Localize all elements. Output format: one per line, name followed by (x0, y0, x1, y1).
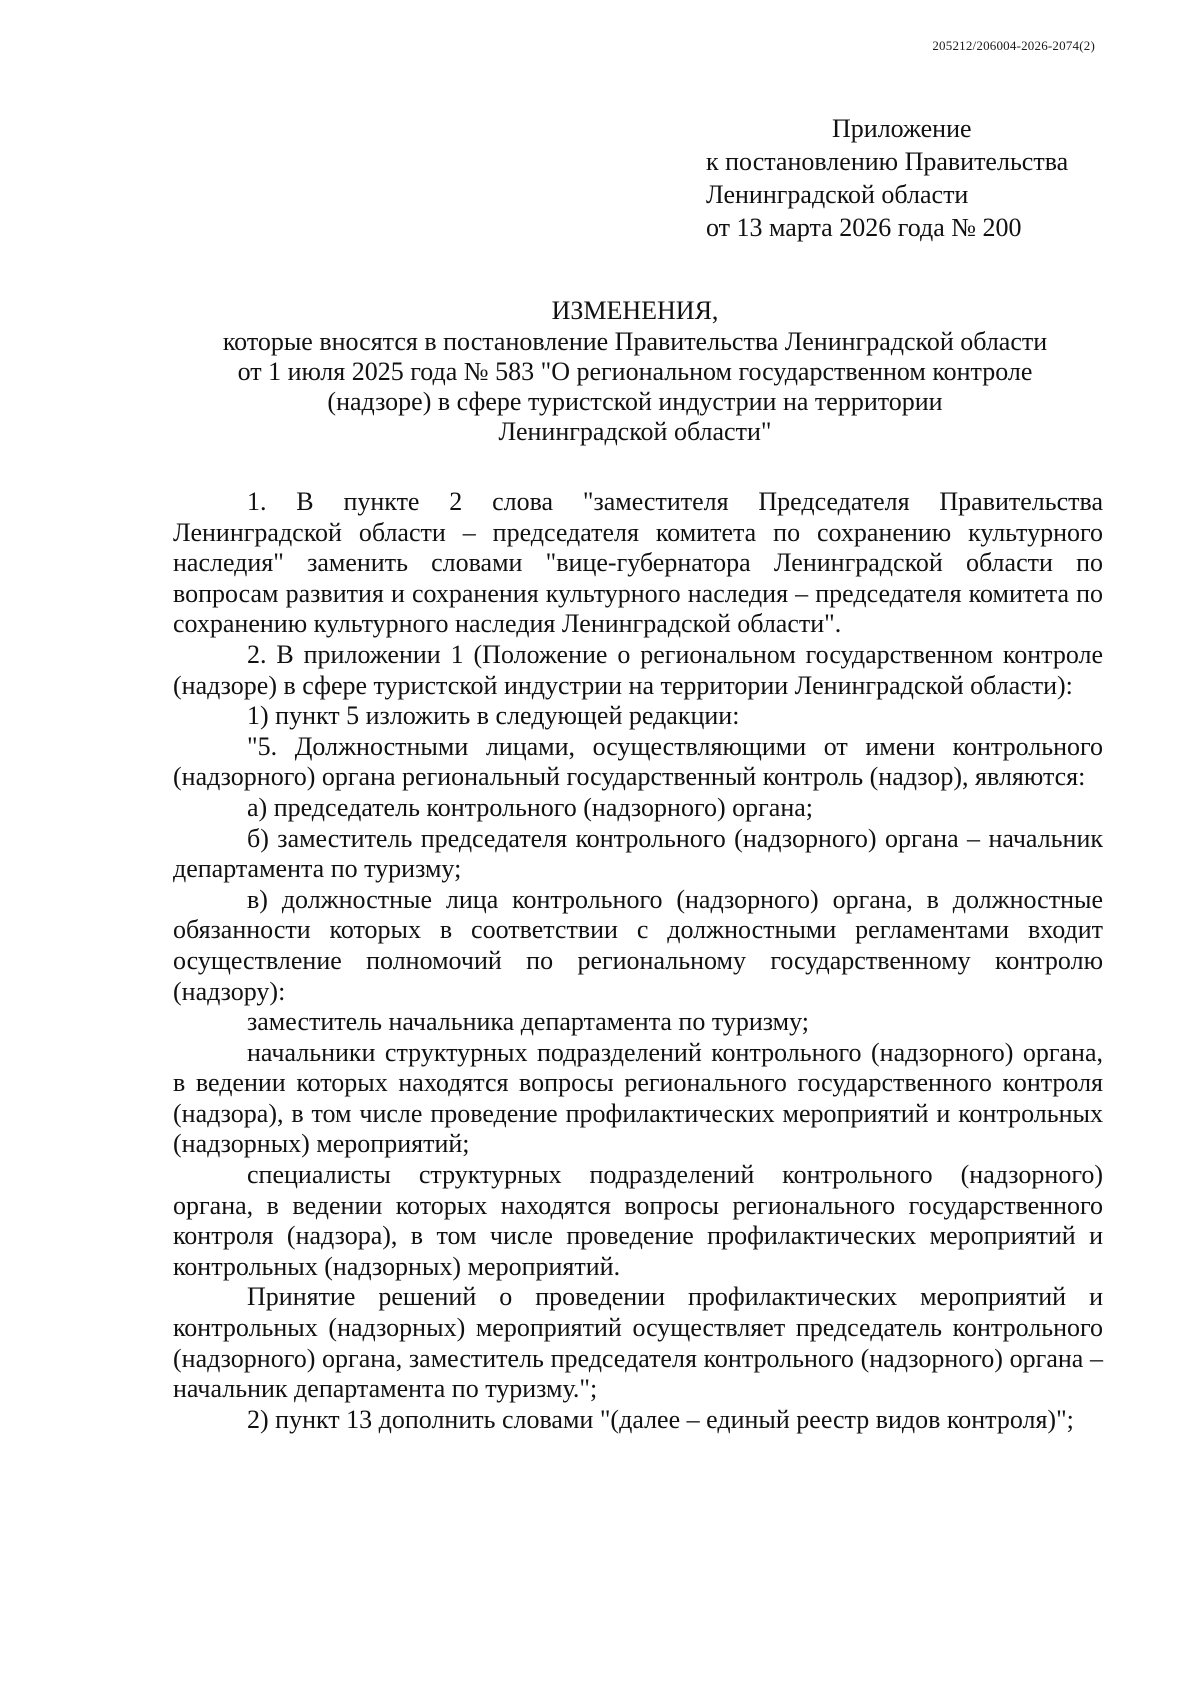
appendix-line-3: Ленинградской области (706, 180, 969, 209)
title-subtitle-2: от 1 июля 2025 года № 583 "О региональном государственном контроле (237, 357, 1033, 386)
appendix-header (706, 112, 1126, 244)
paragraph-clause-a: а) председатель контрольного (надзорного) органа; (247, 792, 813, 822)
paragraph-specialists: специалисты структурных подразделений контрольного (надзорного) органа, в ведении которых находятся вопросы регионального государственного контроля (надзора), в том числе проведение профилактических мероприятий и контрольных (надзорных) мероприятий. (173, 1160, 1103, 1281)
paragraph-item-1: 1. В пункте 2 слова "заместителя Председателя Правительства Ленинградской области – председателя комитета по сохранению культурного наследия" заменить словами "вице-губернатора Ленинградской области по вопросам развития и сохранения культурного наследия – председателя комитета по сохранению культурного наследия Ленинградской области". (173, 487, 1103, 639)
title-subtitle-1: которые вносятся в постановление Правительства Ленинградской области (222, 327, 1048, 356)
paragraph-subitem-1: 1) пункт 5 изложить в следующей редакции: (247, 701, 740, 731)
paragraph-clause-v: в) должностные лица контрольного (надзорного) органа, в должностные обязанности которых в соответствии с должностными регламентами входит осуществление полномочий по региональному государственному контролю (надзору): (173, 884, 1103, 1006)
title-subtitle-3: (надзоре) в сфере туристской индустрии на территории (327, 387, 943, 416)
appendix-line-4: от 13 марта 2026 года № 200 (706, 213, 1022, 242)
paragraph-deputy-head: заместитель начальника департамента по туризму; (247, 1007, 810, 1037)
document-body (173, 487, 1103, 1435)
paragraph-unit-heads: начальники структурных подразделений контрольного (надзорного) органа, в ведении которых находятся вопросы регионального государственного контроля (надзора), в том числе проведение профилактических мероприятий и контрольных (надзорных) мероприятий; (173, 1037, 1103, 1159)
document-number: 205212/206004-2026-2074(2) (932, 38, 1095, 53)
title-main: ИЗМЕНЕНИЯ, (551, 296, 719, 325)
paragraph-decisions: Принятие решений о проведении профилактических мероприятий и контрольных (надзорных) мероприятий осуществляет председатель контрольного (надзорного) органа, заместитель председателя контрольного (надзорного) органа – начальник департамента по туризму."; (173, 1282, 1103, 1404)
appendix-line-2: к постановлению Правительства (706, 147, 1069, 176)
paragraph-item-2: 2. В приложении 1 (Положение о региональном государственном контроле (надзоре) в сфере туристской индустрии на территории Ленинградской области): (173, 639, 1103, 700)
paragraph-clause-5: "5. Должностными лицами, осуществляющими от имени контрольного (надзорного) органа региональный государственный контроль (надзор), являются: (173, 731, 1103, 792)
paragraph-clause-b: б) заместитель председателя контрольного (надзорного) органа – начальник департамента по туризму; (173, 823, 1103, 884)
document-title (170, 296, 1100, 447)
paragraph-subitem-2: 2) пункт 13 дополнить словами "(далее – единый реестр видов контроля)"; (247, 1404, 1074, 1434)
appendix-line-1: Приложение (832, 114, 972, 143)
title-subtitle-4: Ленинградской области" (498, 417, 772, 446)
